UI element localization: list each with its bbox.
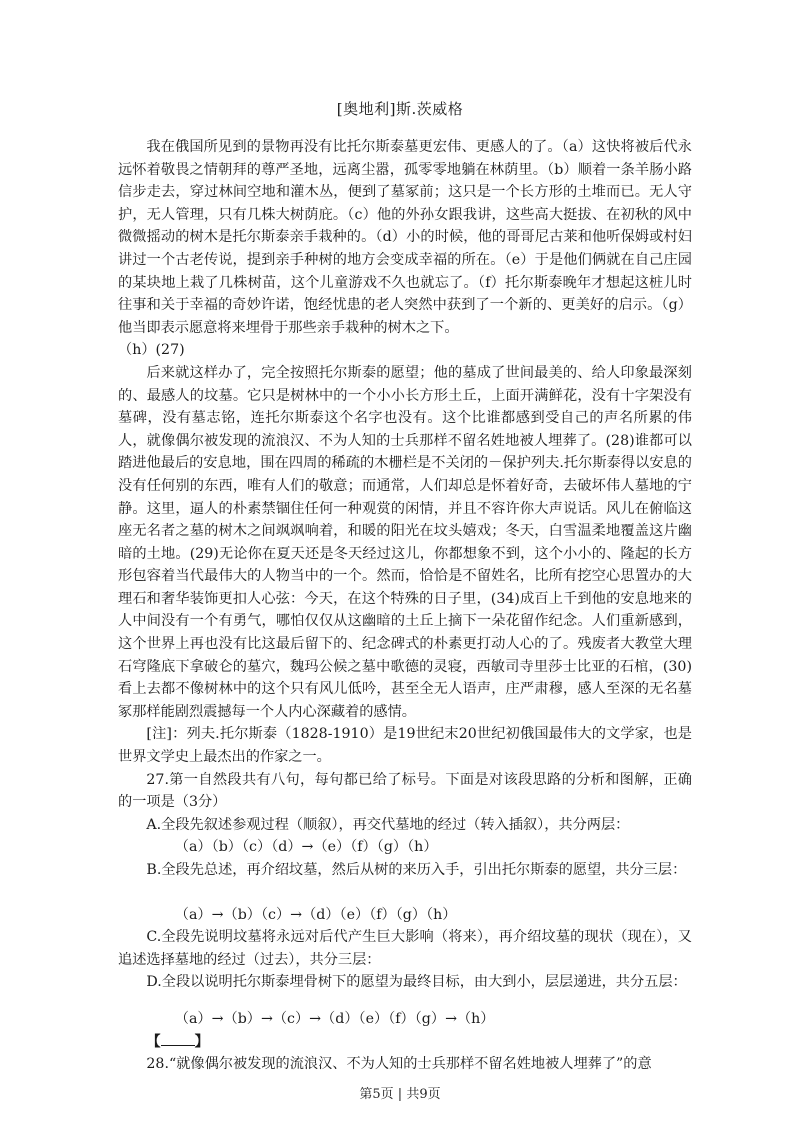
paragraph-1-tail: （h）(27) (118, 342, 185, 359)
answer-close: 】 (194, 1033, 209, 1050)
document-body (118, 136, 692, 1076)
option-a: A.全段先叙述参观过程（顺叙），再交代墓地的经过（转入插叙），共分两层： (146, 816, 630, 833)
option-c: C.全段先说明坟墓将永远对后代产生巨大影响（将来），再介绍坟墓的现状（现在），又追述选择墓地的经过（过去），共分三层： (118, 929, 692, 968)
spacer (118, 994, 692, 1008)
answer-blank[interactable] (161, 1031, 195, 1046)
author-line: [奥地利]斯.茨威格 (336, 100, 464, 118)
option-a-sequence: （a）（b）（c）（d）→（e）（f）（g）（h） (174, 839, 438, 856)
spacer (118, 882, 692, 904)
page-footer: 第5页 | 共9页 (359, 1087, 441, 1102)
option-d-sequence: （a）→（b）→（c）→（d）（e）（f）（g）→（h） (174, 1010, 495, 1027)
option-d: D.全段以说明托尔斯泰埋骨树下的愿望为最终目标，由大到小，层层递进，共分五层： (146, 974, 687, 991)
option-b: B.全段先总述，再介绍坟墓，然后从树的来历入手，引出托尔斯泰的愿望，共分三层： (146, 862, 687, 878)
answer-open: 【 (146, 1033, 161, 1050)
paragraph-2: 后来就这样办了，完全按照托尔斯泰的愿望；他的墓成了世间最美的、给人印象最深刻的、最感人的坟墓。它只是树林中的一个小小长方形土丘，上面开满鲜花，没有十字架没有墓碑，没有墓志铭，连托尔斯泰这个名字也没有。这个比谁都感到受自己的声名所累的伟人，就像偶尔被发现的流浪汉、不为人知的士兵那样不留名姓地被人埋葬了。(28)谁都可以踏进他最后的安息地，围在四周的稀疏的木栅栏是不关闭的－保护列夫.托尔斯泰得以安息的没有任何别的东西，唯有人们的敬意；而通常，人们却总是怀着好奇，去破坏伟人墓地的宁静。这里，逼人的朴素禁锢住任何一种观赏的闲情，并且不容许你大声说话。风儿在俯临这座无名者之墓的树木之间飒飒响着，和暖的阳光在坟头嬉戏；冬天，白雪温柔地覆盖这片幽暗的土地。(29)无论你在夏天还是冬天经过这儿，你都想象不到，这个小小的、隆起的长方形包容着当代最伟大的人物当中的一个。然而，恰恰是不留姓名，比所有挖空心思置办的大理石和奢华装饰更扣人心弦：今天，在这个特殊的日子里，(34)成百上千到他的安息地来的人中间没有一个有勇气，哪怕仅仅从这幽暗的土丘上摘下一朵花留作纪念。人们重新感到，这个世界上再也没有比这最后留下的、纪念碑式的朴素更打动人心的了。残废者大教堂大理石穹隆底下拿破仑的墓穴，魏玛公候之墓中歌德的灵寝，西敏司寺里莎士比亚的石棺，(30)看上去都不像树林中的这个只有风儿低吟，甚至全无人语声，庄严肃穆，感人至深的无名墓冢那样能剧烈震撼每一个人内心深藏着的感情。 (118, 364, 692, 720)
option-b-sequence: （a）→（b）（c）→（d）（e）（f）（g）（h） (174, 906, 457, 923)
answer-bracket (118, 1031, 692, 1054)
paragraph-1: 我在俄国所见到的景物再没有比托尔斯泰墓更宏伟、更感人的了。（a）这快将被后代永远怀着敬畏之情朝拜的尊严圣地，远离尘嚣，孤零零地躺在林荫里。（b）顺着一条羊肠小路信步走去，穿过林间空地和灌木丛，便到了墓冢前；这只是一个长方形的土堆而已。无人守护，无人管理，只有几株大树荫庇。（c）他的外孙女跟我讲，这些高大挺拔、在初秋的风中微微摇动的树木是托尔斯泰亲手栽种的。（d）小的时候，他的哥哥尼古莱和他听保姆或村妇讲过一个古老传说，提到亲手种树的地方会变成幸福的所在。（e）于是他们俩就在自己庄园的某块地上栽了几株树苗，这个儿童游戏不久也就忘了。（f）托尔斯泰晚年才想起这桩儿时往事和关于幸福的奇妙许诺，饱经忧患的老人突然中获到了一个新的、更美好的启示。（g）他当即表示愿意将来埋骨于那些亲手栽种的树木之下。 (118, 139, 692, 336)
question-28-stem: 28.“就像偶尔被发现的流浪汉、不为人知的士兵那样不留名姓地被人埋葬了”的意 (146, 1056, 652, 1073)
question-27-stem: 27.第一自然段共有八句，每句都已给了标号。下面是对该段思路的分析和图解，正确的一项是（3分） (118, 771, 692, 811)
footnote: [注]：列夫.托尔斯泰（1828-1910）是19世纪末20世纪初俄国最伟大的文学家，也是世界文学史上最杰出的作家之一。 (118, 726, 692, 766)
